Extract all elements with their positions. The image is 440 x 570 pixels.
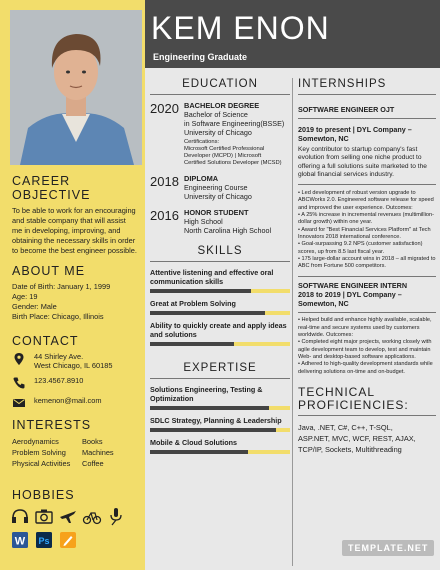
contact-heading: CONTACT [12, 334, 79, 348]
education-year: 2018 [150, 174, 179, 189]
job2-rule [298, 276, 436, 277]
expertise-heading: EXPERTISE [183, 362, 257, 374]
expertise-bar [150, 406, 290, 410]
contact-phone [12, 376, 145, 390]
career-objective-text: To be able to work for an encouraging and stable company that will assist me in developing, improving, and obtaining the necessary skills in order to become the best engineer possible. [12, 206, 137, 255]
job2-bullets [298, 317, 436, 375]
skill-item [150, 321, 290, 346]
job2-rule2 [298, 312, 436, 313]
profile-photo [10, 10, 142, 165]
bullet-item: • Helped build and enhance highly available, scalable, real-time and secure systems used by customers worldwide. Outcomes: [298, 317, 436, 339]
svg-text:W: W [14, 535, 26, 548]
skill-label: Attentive listening and effective oral communication skills [150, 268, 274, 286]
bullet-item: • Led development of robust version upgrade to ABCWorks 2.0. Engineered software release for speed and improved the user experience. Outcomes: [298, 190, 436, 212]
education-certifications [184, 139, 284, 167]
phone-number: 123.4567.8910 [34, 376, 84, 385]
education-entry [150, 101, 290, 167]
education-line: Engineering Course [184, 183, 248, 192]
address-line1: 44 Shirley Ave. [34, 352, 84, 361]
interests-heading: INTERESTS [12, 418, 92, 432]
job1-rule [298, 118, 436, 119]
person-subtitle: Engineering Graduate [153, 52, 248, 62]
phone-icon [12, 376, 26, 390]
skills-heading: SKILLS [197, 245, 243, 257]
column-divider [292, 78, 293, 566]
skill-bar-fill [150, 289, 251, 293]
interest-item: Physical Activities [12, 459, 71, 468]
education-line: in Software Engineering(BSSE) [184, 119, 285, 128]
education-line: Bachelor of Science [184, 110, 248, 119]
microphone-icon [106, 506, 126, 526]
photoshop-icon [34, 530, 54, 550]
education-school: University of Chicago [184, 192, 252, 201]
headphones-icon [10, 506, 30, 526]
skill-bar-fill [150, 311, 265, 315]
svg-text:Ps: Ps [38, 536, 50, 546]
interests-section [0, 418, 145, 469]
skill-item [150, 268, 290, 293]
education-degree: DIPLOMA [184, 174, 219, 183]
expertise-item [150, 385, 290, 410]
education-degree: HONOR STUDENT [184, 208, 249, 217]
email-icon [12, 396, 26, 410]
job2-title: SOFTWARE ENGINEER INTERN [298, 281, 408, 291]
technical-line: ASP.NET, MVC, WCF, REST, AJAX, [298, 433, 416, 443]
header-banner [145, 0, 440, 68]
expertise-bar [150, 428, 290, 432]
hobbies-icons [0, 506, 145, 550]
expertise-bar-fill [150, 450, 248, 454]
contact-address [12, 352, 145, 370]
bullet-item: • Goal-surpassing 9.2 NPS (customer satisfaction) scores, up from 8.5 last fiscal year. [298, 241, 436, 256]
airplane-icon [58, 506, 78, 526]
job2-period: 2018 to 2019 | DYL Company – Somewton, NC [298, 290, 402, 309]
technical-line: Java, .NET, C#, C++, T-SQL, [298, 422, 393, 432]
skill-bar [150, 311, 290, 315]
address-line2: West Chicago, IL 60185 [34, 361, 113, 370]
pen-icon [58, 530, 78, 550]
about-gender: Gender: Male [12, 302, 57, 311]
location-pin-icon [12, 352, 26, 366]
bullet-item: • 175 large-dollar account wins in 2018 – all migrated to ABC from Fortune 500 competitors. [298, 256, 436, 271]
skill-bar [150, 342, 290, 346]
about-dob: Date of Birth: January 1, 1999 [12, 282, 111, 291]
education-underline [150, 94, 290, 95]
expertise-bar [150, 450, 290, 454]
interest-item: Problem Solving [12, 448, 66, 457]
expertise-underline [150, 378, 290, 379]
about-heading: ABOUT ME [12, 264, 86, 278]
education-heading: EDUCATION [182, 78, 258, 90]
expertise-label: SDLC Strategy, Planning & Leadership [150, 416, 282, 425]
middle-column [150, 72, 290, 454]
person-name: KEM ENON [151, 10, 330, 46]
cert-line: Certified Solutions Developer (MCSD) [184, 160, 282, 166]
skill-label: Ability to quickly create and apply ideas and solutions [150, 321, 287, 339]
skill-bar-fill [150, 342, 234, 346]
contact-email [12, 396, 145, 410]
education-entry [150, 208, 290, 235]
job1-summary: Key contributor to startup company's fast evolution from selling one niche product to offering a full solutions suite marketed to the global financial services industry. [298, 146, 427, 178]
cert-line: Developer (MCPD) | Microsoft [184, 153, 262, 159]
education-year: 2016 [150, 208, 179, 223]
expertise-bar-fill [150, 428, 276, 432]
expertise-label: Solutions Engineering, Testing & Optimization [150, 385, 263, 403]
expertise-item [150, 438, 290, 454]
internships-heading: INTERNSHIPS [298, 78, 387, 90]
job1-title: SOFTWARE ENGINEER OJT [298, 105, 395, 114]
hobbies-section [0, 488, 145, 550]
interest-item: Coffee [82, 459, 104, 468]
expertise-item [150, 416, 290, 432]
right-column [298, 72, 436, 455]
skill-bar [150, 289, 290, 293]
left-column [0, 0, 145, 570]
expertise-bar-fill [150, 406, 269, 410]
portrait-illustration [10, 10, 142, 165]
bullet-item: • Adhered to high-quality development standards while delivering solutions on-time and on-budget. [298, 361, 436, 376]
bullet-item: • Award for "Best Financial Services Platform" at Tech Innovators 2018 international conference. [298, 227, 436, 242]
bicycle-icon [82, 506, 102, 526]
about-birthplace: Birth Place: Chicago, Illinois [12, 312, 104, 321]
technical-heading: TECHNICAL PROFICIENCIES: [298, 384, 409, 412]
bullet-item: • A 25% increase in incremental revenues (multimillion-dollar growth) within one year. [298, 212, 436, 227]
education-year: 2020 [150, 101, 179, 116]
technical-underline [298, 415, 436, 416]
hobbies-heading: HOBBIES [12, 488, 75, 502]
interest-item: Aerodynamics [12, 437, 59, 446]
bullet-item: • Completed eight major projects, working closely with agile development team to develop, test and maintain Web- and desktop-based software applications. [298, 339, 436, 361]
skills-underline [150, 261, 290, 262]
cert-label: Certifications: [184, 139, 220, 145]
job1-bullets [298, 190, 436, 270]
cert-line: Microsoft Certified Professional [184, 146, 265, 152]
about-age: Age: 19 [12, 292, 38, 301]
watermark-logo: TEMPLATE.NET [342, 540, 434, 556]
technical-line: TCP/IP, Sockets, Multithreading [298, 444, 402, 454]
interests-grid [0, 436, 145, 469]
education-school: University of Chicago [184, 128, 252, 137]
education-degree: BACHELOR DEGREE [184, 101, 260, 110]
job1-period: 2019 to present | DYL Company – Somewton, NC [298, 125, 412, 143]
career-objective-heading: CAREER OBJECTIVE [12, 174, 91, 202]
interest-item: Books [82, 437, 103, 446]
interest-item: Machines [82, 448, 114, 457]
about-section [0, 264, 145, 322]
expertise-label: Mobile & Cloud Solutions [150, 438, 238, 447]
skill-item [150, 299, 290, 315]
word-doc-icon [10, 530, 30, 550]
job1-rule2 [298, 184, 436, 185]
education-line: High School [184, 217, 223, 226]
camera-icon [34, 506, 54, 526]
education-entry [150, 174, 290, 201]
education-school: North Carolina High School [184, 226, 272, 235]
internships-underline [298, 94, 436, 95]
email-address: kemenon@mail.com [34, 396, 102, 405]
contact-section [0, 334, 145, 416]
career-objective-section [0, 174, 145, 256]
skill-label: Great at Problem Solving [150, 299, 236, 308]
